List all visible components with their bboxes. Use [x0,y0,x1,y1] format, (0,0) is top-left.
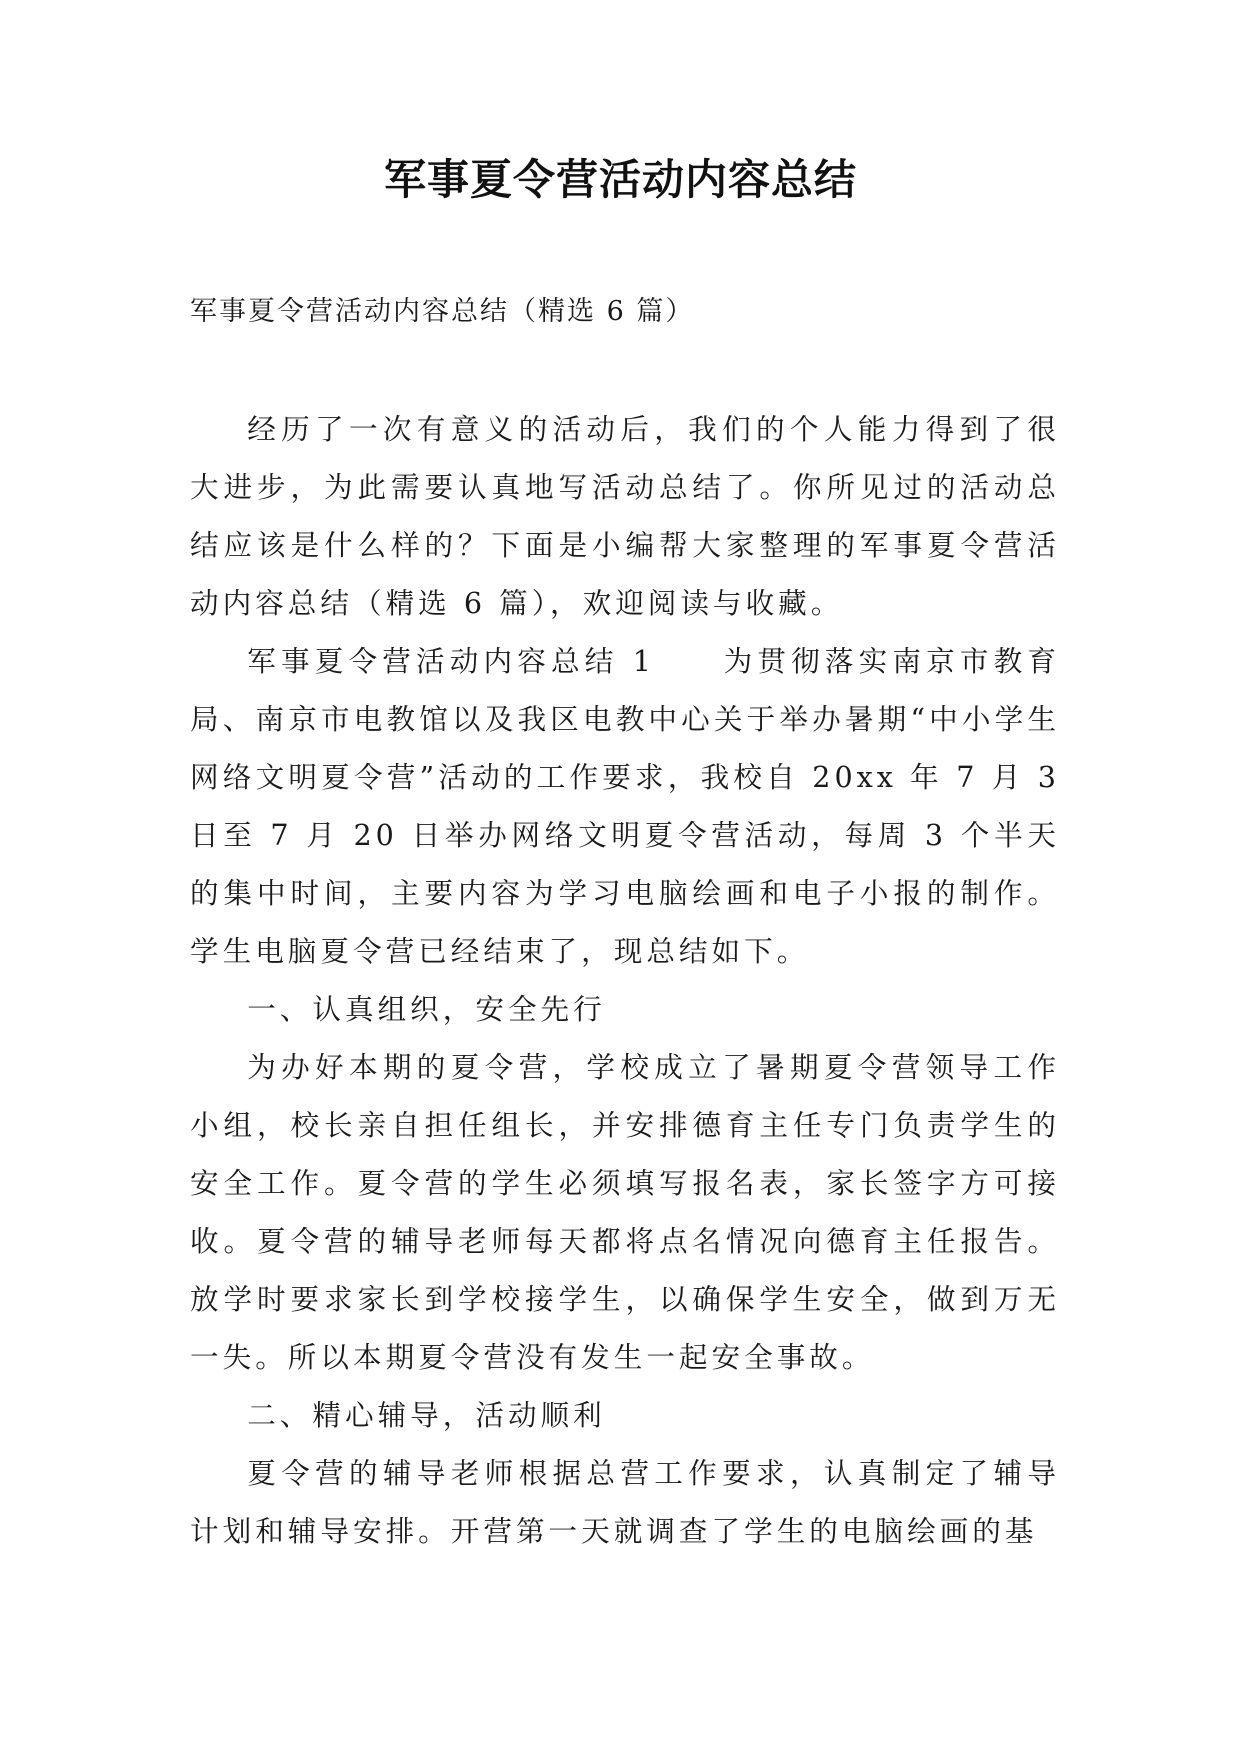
paragraph-guidance: 夏令营的辅导老师根据总营工作要求，认真制定了辅导计划和辅导安排。开营第一天就调查了学生的电脑绘画的基 [190,1456,1060,1548]
paragraph-safety: 为办好本期的夏令营，学校成立了暑期夏令营领导工作小组，校长亲自担任组长，并安排德育主任专门负责学生的安全工作。夏令营的学生必须填写报名表，家长签字方可接收。夏令营的辅导老师每天都将点名情况向德育主任报告。放学时要求家长到学校接学生，以确保学生安全，做到万无一失。所以本期夏令营没有发生一起安全事故。 [190,1050,1060,1374]
paragraph-summary-1: 军事夏令营活动内容总结 1 为贯彻落实南京市教育局、南京市电教馆以及我区电教中心关于举办暑期“中小学生网络文明夏令营”活动的工作要求，我校自 20xx 年 7 月 3 日至 7 月 20 日举办网络文明夏令营活动，每周 3 个半天的集中时间，主要内容为学习电脑绘画和电子小报的制作。学生电脑夏令营已经结束了，现总结如下。 [190,644,1060,968]
section-heading-2: 二、精心辅导，活动顺利 [247,1398,606,1432]
document-subtitle: 军事夏令营活动内容总结（精选 6 篇） [190,296,695,327]
document-body [190,400,1060,1560]
document-title: 军事夏令营活动内容总结 [383,155,857,204]
paragraph-intro: 经历了一次有意义的活动后，我们的个人能力得到了很大进步，为此需要认真地写活动总结了。你所见过的活动总结应该是什么样的？下面是小编帮大家整理的军事夏令营活动内容总结（精选 6 篇），欢迎阅读与收藏。 [190,412,1060,620]
section-heading-1: 一、认真组织，安全先行 [247,992,606,1026]
